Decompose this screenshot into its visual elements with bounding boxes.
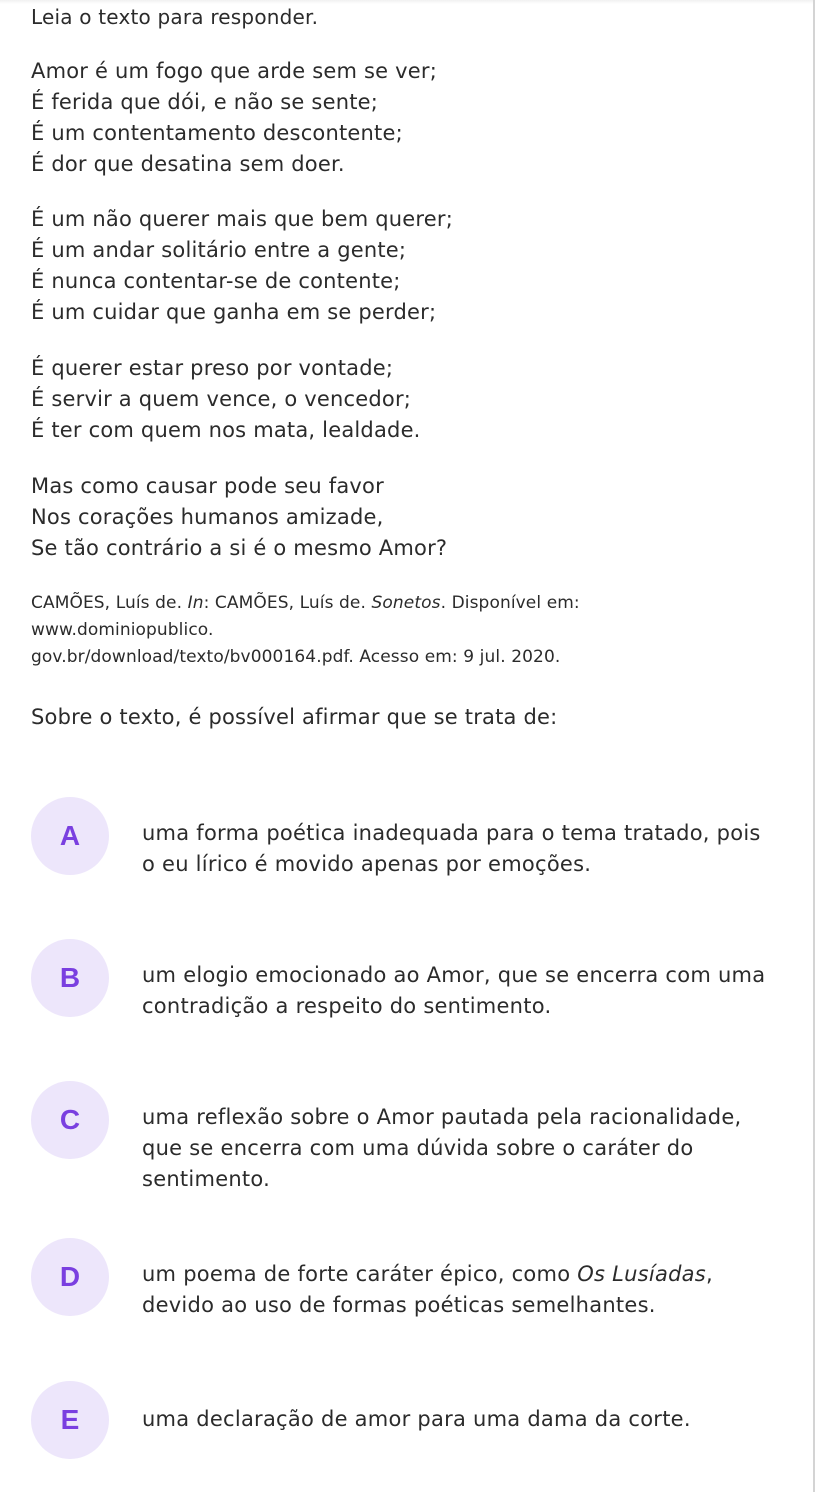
option-letter-badge[interactable]: A — [31, 797, 109, 875]
option-text-line: devido ao uso de formas poéticas semelhantes. — [142, 1293, 656, 1317]
option-letter-badge[interactable]: E — [31, 1381, 109, 1459]
citation-in-label: In — [187, 593, 204, 613]
option-text-line: um elogio emocionado ao Amor, que se encerra com uma — [142, 963, 766, 987]
option-text[interactable] — [142, 960, 792, 1022]
poem-verse: É ter com quem nos mata, lealdade. — [31, 418, 421, 442]
poem-stanza-1 — [31, 56, 437, 180]
option-work-title: Os Lusíadas — [577, 1262, 706, 1286]
option-text-segment: um poema de forte caráter épico, como — [142, 1262, 578, 1286]
question-prompt: Sobre o texto, é possível afirmar que se trata de: — [31, 705, 558, 729]
right-border — [813, 0, 815, 1492]
citation-url-line-1: www.dominiopublico. — [31, 620, 214, 640]
option-letter-badge[interactable]: B — [31, 939, 109, 1017]
option-text[interactable] — [142, 1102, 792, 1195]
option-text-segment: , — [705, 1262, 713, 1286]
option-text-line: o eu lírico é movido apenas por emoções. — [142, 852, 592, 876]
option-text-line: sentimento. — [142, 1167, 271, 1191]
citation-availability: . Disponível em: — [440, 593, 580, 613]
poem-verse: É um contentamento descontente; — [31, 121, 403, 145]
option-text-line — [142, 1259, 792, 1290]
poem-verse: É um não querer mais que bem querer; — [31, 207, 454, 231]
poem-verse: É dor que desatina sem doer. — [31, 152, 345, 176]
poem-verse: Mas como causar pode seu favor — [31, 474, 384, 498]
option-text[interactable] — [142, 818, 792, 880]
citation-line-1 — [31, 590, 691, 617]
option-text-line: uma forma poética inadequada para o tema tratado, pois — [142, 821, 761, 845]
poem-verse: Nos corações humanos amizade, — [31, 505, 384, 529]
source-citation — [31, 590, 691, 671]
option-text[interactable] — [142, 1404, 792, 1435]
option-text-line: que se encerra com uma dúvida sobre o caráter do — [142, 1136, 694, 1160]
option-text[interactable] — [142, 1259, 792, 1321]
option-text-line: uma reflexão sobre o Amor pautada pela racionalidade, — [142, 1105, 742, 1129]
poem-verse: É um andar solitário entre a gente; — [31, 238, 407, 262]
option-text-line: uma declaração de amor para uma dama da corte. — [142, 1407, 691, 1431]
poem-verse: É ferida que dói, e não se sente; — [31, 90, 379, 114]
poem-verse: É nunca contentar-se de contente; — [31, 269, 401, 293]
poem-stanza-2 — [31, 204, 453, 328]
option-text-line: contradição a respeito do sentimento. — [142, 994, 552, 1018]
option-letter-badge[interactable]: C — [31, 1081, 109, 1159]
poem-verse: É querer estar preso por vontade; — [31, 356, 394, 380]
citation-url-line-2: gov.br/download/texto/bv000164.pdf. Acesso em: 9 jul. 2020. — [31, 647, 561, 667]
poem-verse: É um cuidar que ganha em se perder; — [31, 300, 437, 324]
instruction-text: Leia o texto para responder. — [31, 5, 319, 29]
poem-verse: Se tão contrário a si é o mesmo Amor? — [31, 536, 448, 560]
poem-verse: Amor é um fogo que arde sem se ver; — [31, 59, 437, 83]
poem-verse: É servir a quem vence, o vencedor; — [31, 387, 412, 411]
citation-author: CAMÕES, Luís de. — [31, 593, 183, 613]
poem-stanza-4 — [31, 471, 447, 564]
option-letter-badge[interactable]: D — [31, 1238, 109, 1316]
poem-stanza-3 — [31, 353, 421, 446]
citation-in-suffix: : CAMÕES, Luís de. — [203, 593, 366, 613]
citation-work-title: Sonetos — [371, 593, 441, 613]
